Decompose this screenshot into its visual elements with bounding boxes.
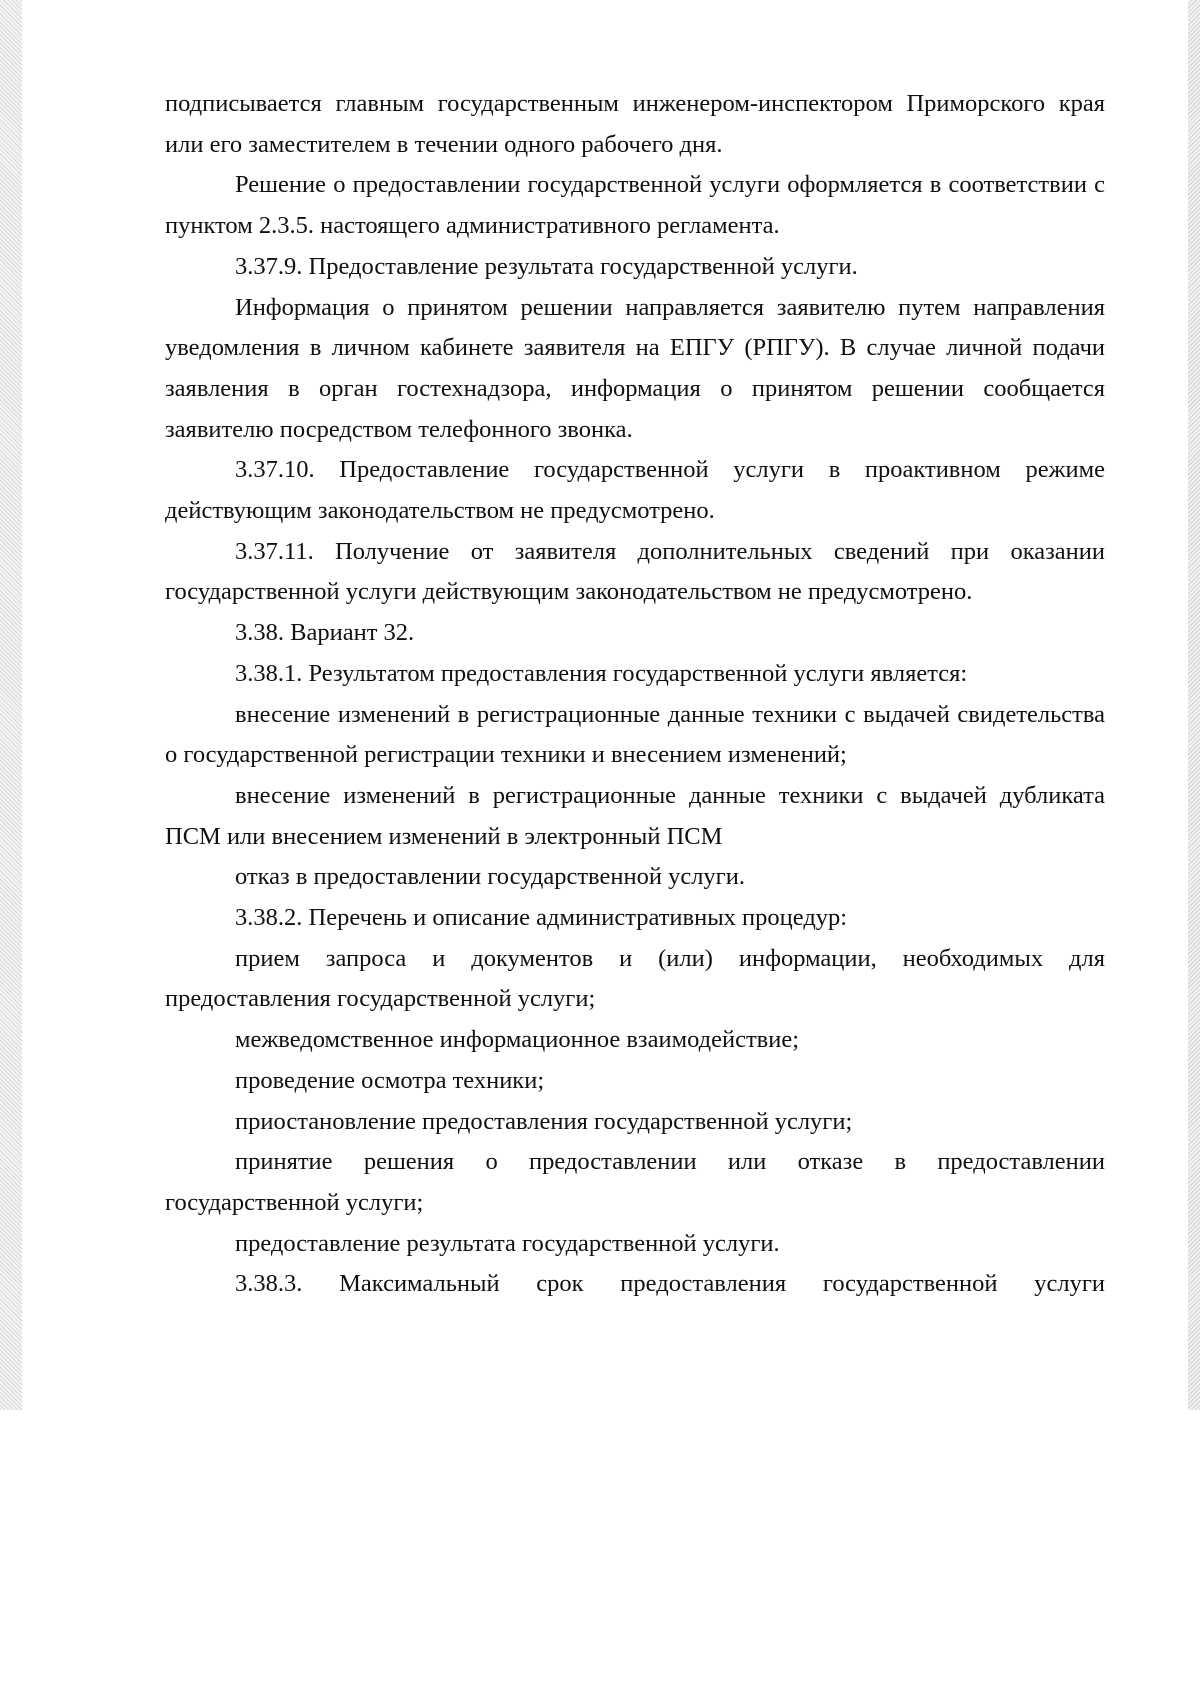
paragraph: межведомственное информационное взаимодействие; [235, 1026, 800, 1054]
paragraph: 3.37.9. Предоставление результата государственной услуги. [235, 252, 858, 280]
paragraph: принятие решения о предоставлении или отказе в предоставлении государственной услуги; [165, 1148, 1105, 1216]
paragraph: 3.38.3. Максимальный срок предоставления государственной услуги [235, 1270, 1105, 1298]
paragraph: 3.38.1. Результатом предоставления государственной услуги является: [235, 659, 968, 687]
paragraph: 3.38. Вариант 32. [235, 619, 415, 647]
paragraph: Информация о принятом решении направляется заявителю путем направления уведомления в личном кабинете заявителя на ЕПГУ (РПГУ). В случае личной подачи заявления в орган гостехнадзора, информация о принятом решении сообщается заявителю посредством телефонного звонка. [165, 293, 1105, 443]
scan-border-left [0, 0, 22, 1410]
paragraph: 3.37.10. Предоставление государственной услуги в проактивном режиме действующим законодательством не предусмотрено. [165, 456, 1105, 525]
paragraph: 3.38.2. Перечень и описание административных процедур: [235, 904, 848, 932]
paragraph: Решение о предоставлении государственной услуги оформляется в соответствии с пунктом 2.3.5. настоящего административного регламента. [165, 171, 1105, 240]
paragraph: проведение осмотра техники; [235, 1066, 545, 1094]
scan-border-right [1188, 0, 1200, 1410]
paragraph: отказ в предоставлении государственной услуги. [235, 863, 745, 891]
paragraph: прием запроса и документов и (или) информации, необходимых для предоставления государственной услуги; [165, 944, 1105, 1013]
paragraph: 3.37.11. Получение от заявителя дополнительных сведений при оказании государственной услуги действующим законодательством не предусмотрено. [165, 537, 1105, 606]
paragraph: подписывается главным государственным инженером-инспектором Приморского края или его заместителем в течении одного рабочего дня. [165, 90, 1105, 158]
paragraph: внесение изменений в регистрационные данные техники с выдачей дубликата ПСМ или внесением изменений в электронный ПСМ [165, 781, 1105, 850]
paragraph: внесение изменений в регистрационные данные техники с выдачей свидетельства о государственной регистрации техники и внесением изменений; [165, 700, 1105, 769]
paragraph: приостановление предоставления государственной услуги; [235, 1107, 853, 1135]
document-body [165, 84, 1105, 1305]
paragraph: предоставление результата государственной услуги. [235, 1229, 780, 1257]
